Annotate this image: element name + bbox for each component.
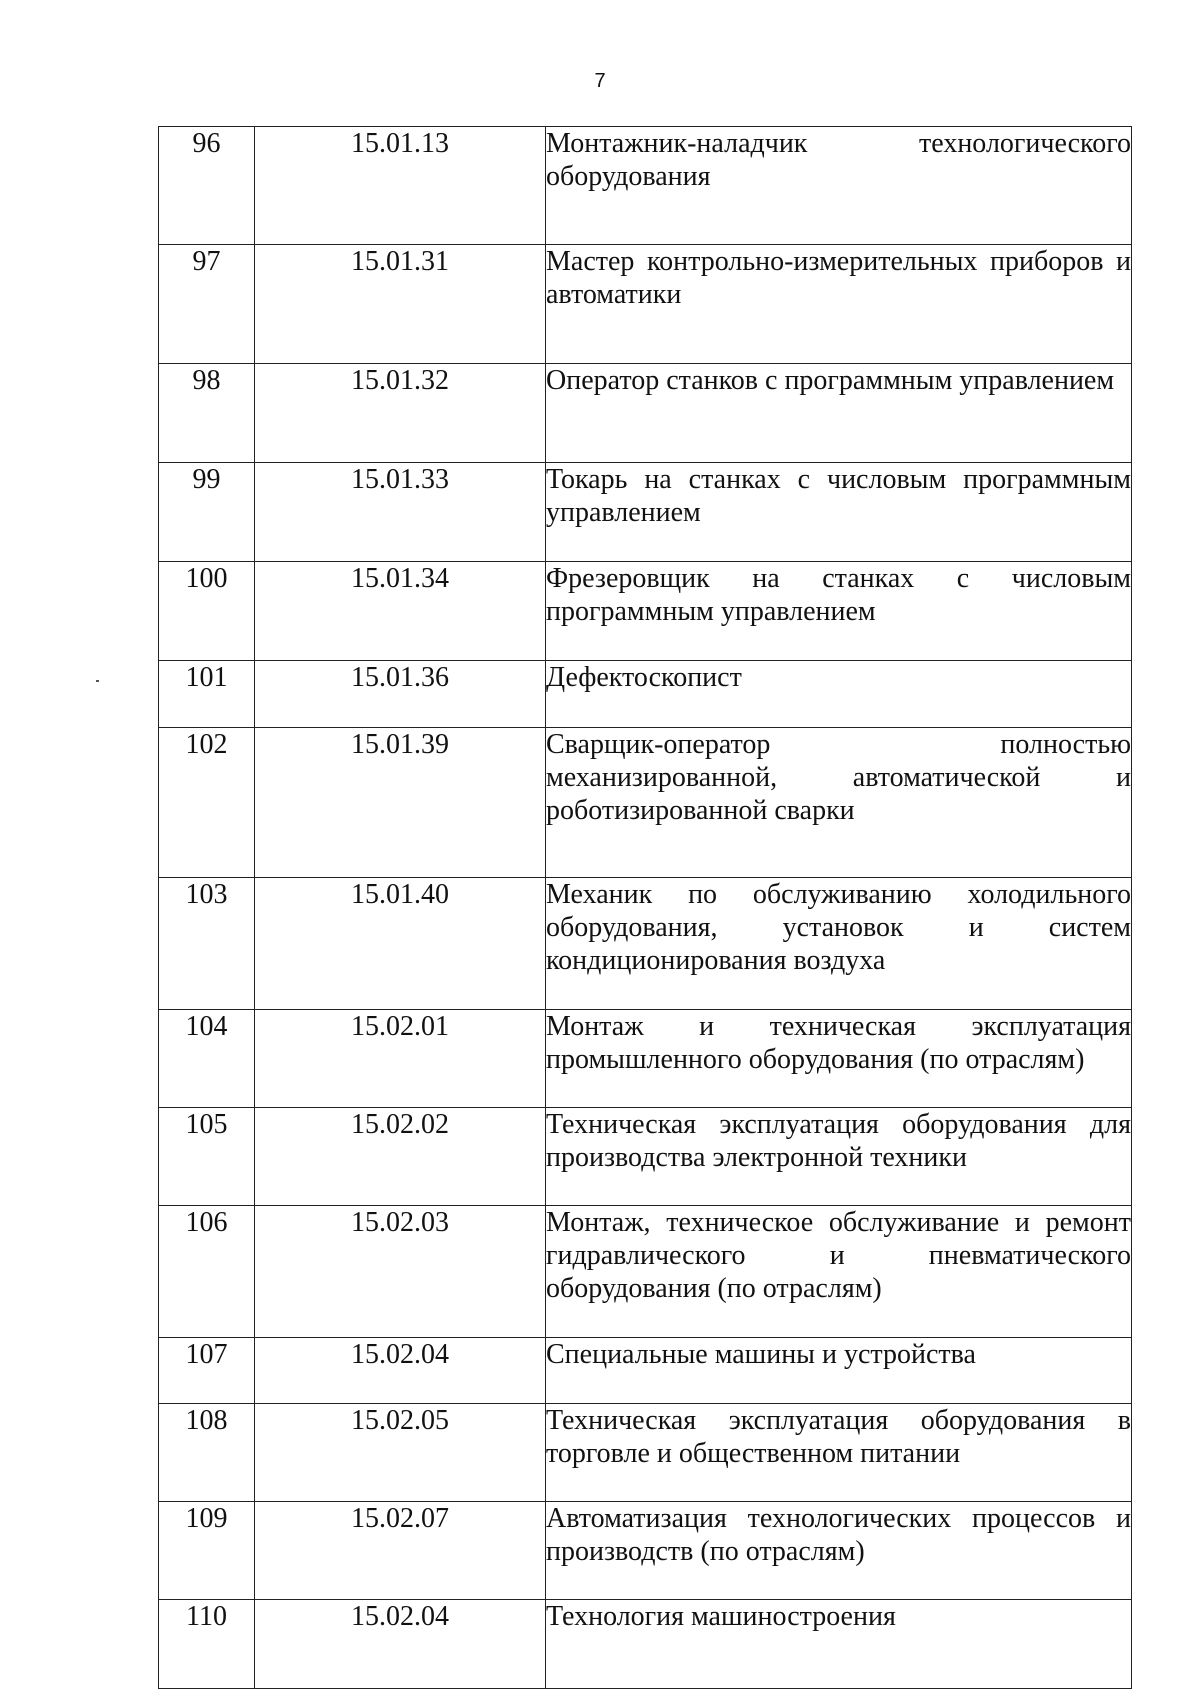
row-number: 100 — [159, 562, 255, 661]
row-number: 102 — [159, 728, 255, 878]
specialty-name: Техническая эксплуатация оборудования для производства электронной техники — [546, 1108, 1132, 1206]
table-row — [159, 728, 1132, 878]
row-number: 105 — [159, 1108, 255, 1206]
row-number: 96 — [159, 127, 255, 245]
specialty-code: 15.02.02 — [255, 1108, 546, 1206]
specialty-name: Специальные машины и устройства — [546, 1338, 1132, 1404]
row-number: 101 — [159, 661, 255, 728]
table-row — [159, 878, 1132, 1010]
row-number: 110 — [159, 1600, 255, 1689]
row-number: 99 — [159, 463, 255, 562]
specialty-name: Токарь на станках с числовым программным управлением — [546, 463, 1132, 562]
specialty-code: 15.02.03 — [255, 1206, 546, 1338]
specialty-name: Сварщик-оператор полностью механизированной, автоматической и роботизированной сварки — [546, 728, 1132, 878]
table-row — [159, 1108, 1132, 1206]
specialty-code: 15.02.04 — [255, 1338, 546, 1404]
table-row — [159, 562, 1132, 661]
table-row — [159, 1502, 1132, 1600]
specialty-name: Мастер контрольно-измерительных приборов и автоматики — [546, 245, 1132, 364]
specialty-code: 15.01.13 — [255, 127, 546, 245]
specialty-name: Монтаж, техническое обслуживание и ремонт гидравлического и пневматического оборудования (по отраслям) — [546, 1206, 1132, 1338]
specialty-name: Дефектоскопист — [546, 661, 1132, 728]
specialty-name: Механик по обслуживанию холодильного оборудования, установок и систем кондиционирования воздуха — [546, 878, 1132, 1010]
specialty-code: 15.02.04 — [255, 1600, 546, 1689]
specialty-code: 15.01.34 — [255, 562, 546, 661]
specialties-table — [158, 126, 1132, 1689]
specialty-code: 15.01.31 — [255, 245, 546, 364]
table-row — [159, 463, 1132, 562]
specialty-name: Автоматизация технологических процессов и производств (по отраслям) — [546, 1502, 1132, 1600]
row-number: 108 — [159, 1404, 255, 1502]
specialty-code: 15.02.01 — [255, 1010, 546, 1108]
row-number: 107 — [159, 1338, 255, 1404]
specialty-code: 15.01.36 — [255, 661, 546, 728]
row-number: 106 — [159, 1206, 255, 1338]
specialty-name: Технология машиностроения — [546, 1600, 1132, 1689]
specialty-name: Монтаж и техническая эксплуатация промышленного оборудования (по отраслям) — [546, 1010, 1132, 1108]
table-row — [159, 661, 1132, 728]
table-row — [159, 1010, 1132, 1108]
specialty-code: 15.01.40 — [255, 878, 546, 1010]
specialty-code: 15.02.05 — [255, 1404, 546, 1502]
specialty-code: 15.01.32 — [255, 364, 546, 463]
specialty-name: Монтажник-наладчик технологического оборудования — [546, 127, 1132, 245]
specialty-name: Техническая эксплуатация оборудования в торговле и общественном питании — [546, 1404, 1132, 1502]
specialty-name: Оператор станков с программным управлением — [546, 364, 1132, 463]
scan-speck — [96, 680, 99, 682]
specialty-code: 15.02.07 — [255, 1502, 546, 1600]
specialty-code: 15.01.39 — [255, 728, 546, 878]
specialty-code: 15.01.33 — [255, 463, 546, 562]
table-row — [159, 245, 1132, 364]
row-number: 104 — [159, 1010, 255, 1108]
table-row — [159, 364, 1132, 463]
table-row — [159, 1338, 1132, 1404]
table-row — [159, 1600, 1132, 1689]
row-number: 98 — [159, 364, 255, 463]
table-row — [159, 127, 1132, 245]
row-number: 109 — [159, 1502, 255, 1600]
table-row — [159, 1206, 1132, 1338]
specialty-name: Фрезеровщик на станках с числовым программным управлением — [546, 562, 1132, 661]
row-number: 97 — [159, 245, 255, 364]
table-row — [159, 1404, 1132, 1502]
page-number: 7 — [594, 70, 606, 92]
row-number: 103 — [159, 878, 255, 1010]
